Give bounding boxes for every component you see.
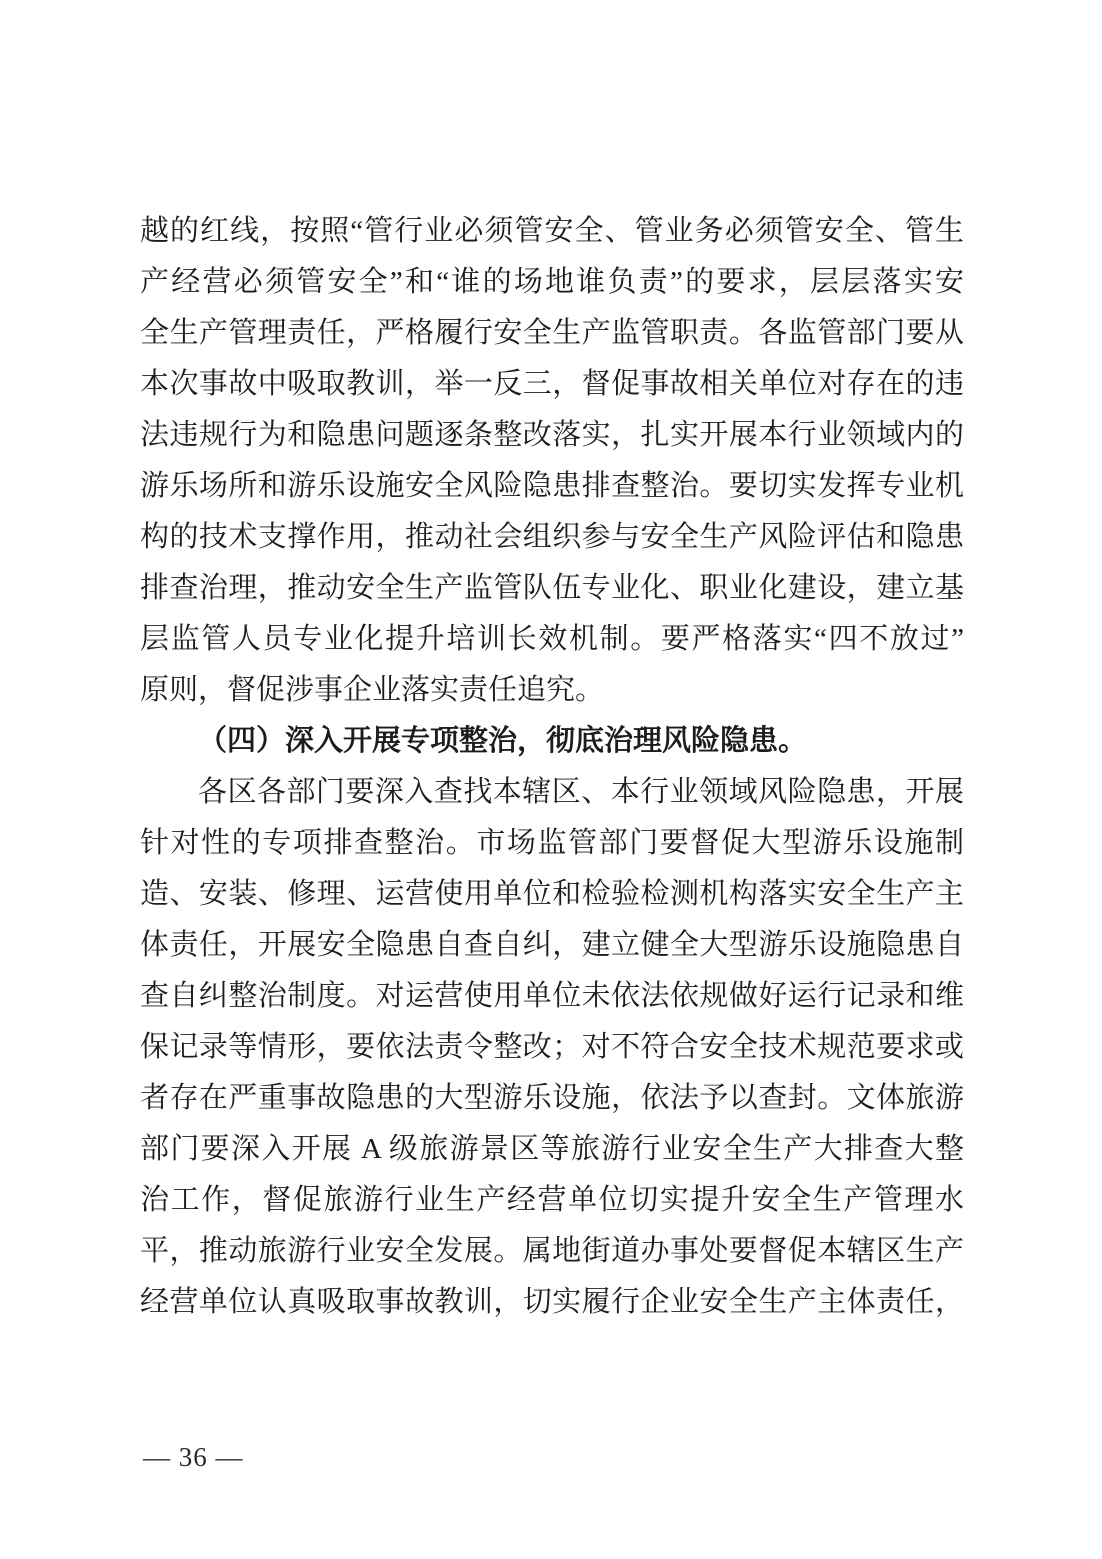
text-line: 平，推动旅游行业安全发展。属地街道办事处要督促本辖区生产 — [140, 1235, 964, 1267]
text-line: 造、安装、修理、运营使用单位和检验检测机构落实安全生产主 — [140, 878, 964, 910]
text-line: 体责任，开展安全隐患自查自纠，建立健全大型游乐设施隐患自 — [140, 929, 964, 961]
text-line: 者存在严重事故隐患的大型游乐设施，依法予以查封。文体旅游 — [140, 1082, 964, 1114]
text-line: 经营单位认真吸取事故教训，切实履行企业安全生产主体责任， — [140, 1286, 964, 1318]
text-line: 构的技术支撑作用，推动社会组织参与安全生产风险评估和隐患 — [140, 521, 964, 553]
text-line: 层监管人员专业化提升培训长效机制。要严格落实“四不放过” — [140, 623, 964, 655]
text-line: 越的红线，按照“管行业必须管安全、管业务必须管安全、管生 — [140, 215, 964, 247]
paragraph-end-line: 原则，督促涉事企业落实责任追究。 — [140, 674, 605, 706]
text-line: 排查治理，推动安全生产监管队伍专业化、职业化建设，建立基 — [140, 572, 964, 604]
text-line: 治工作，督促旅游行业生产经营单位切实提升安全生产管理水 — [140, 1184, 964, 1216]
text-line: 部门要深入开展 A 级旅游景区等旅游行业安全生产大排查大整 — [140, 1133, 964, 1165]
text-line: 全生产管理责任，严格履行安全生产监管职责。各监管部门要从 — [140, 317, 964, 349]
section-heading-4: （四）深入开展专项整治，彻底治理风险隐患。 — [198, 725, 808, 757]
text-line: 本次事故中吸取教训，举一反三，督促事故相关单位对存在的违 — [140, 368, 964, 400]
text-line: 针对性的专项排查整治。市场监管部门要督促大型游乐设施制 — [140, 827, 964, 859]
document-page-body — [140, 206, 964, 1328]
text-line: 法违规行为和隐患问题逐条整改落实，扎实开展本行业领域内的 — [140, 419, 964, 451]
text-line: 保记录等情形，要依法责令整改；对不符合安全技术规范要求或 — [140, 1031, 964, 1063]
page-number: — 36 — — [143, 1442, 244, 1472]
text-line: 查自纠整治制度。对运营使用单位未依法依规做好运行记录和维 — [140, 980, 964, 1012]
text-line: 产经营必须管安全”和“谁的场地谁负责”的要求，层层落实安 — [140, 266, 964, 298]
paragraph-start-line: 各区各部门要深入查找本辖区、本行业领域风险隐患，开展 — [198, 776, 964, 808]
text-line: 游乐场所和游乐设施安全风险隐患排查整治。要切实发挥专业机 — [140, 470, 964, 502]
